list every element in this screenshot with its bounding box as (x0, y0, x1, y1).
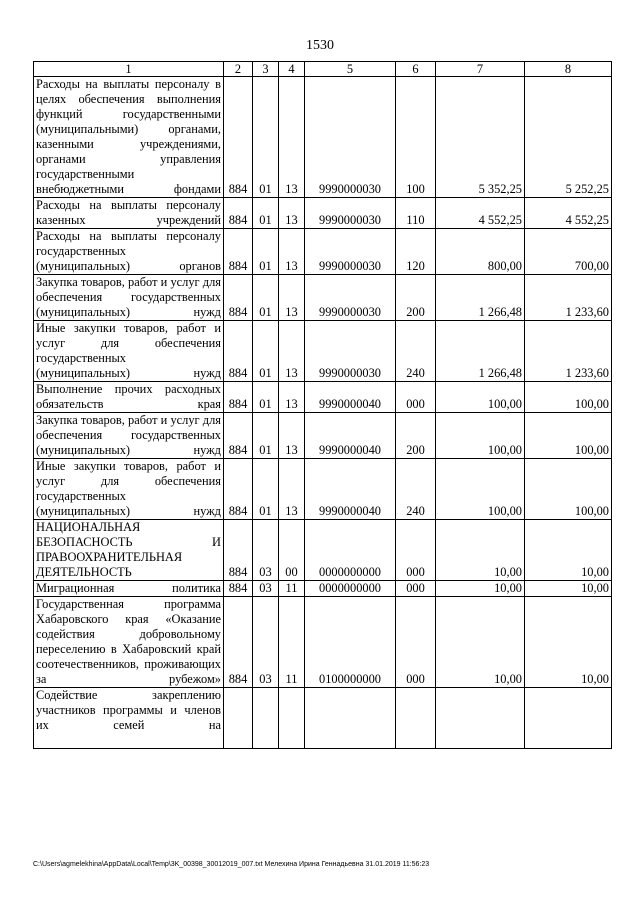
row-value-cell: 11 (279, 581, 305, 597)
row-value-cell: 9990000040 (305, 382, 396, 413)
row-value-cell (305, 688, 396, 749)
row-value-cell: 100,00 (436, 413, 525, 459)
row-value-cell: 01 (253, 198, 279, 229)
table-row (34, 520, 612, 581)
row-value-cell: 100,00 (525, 459, 612, 520)
row-value-cell: 00 (279, 520, 305, 581)
row-value-cell: 200 (396, 275, 436, 321)
table-row (34, 229, 612, 275)
row-value-cell: 01 (253, 275, 279, 321)
row-value-cell: 120 (396, 229, 436, 275)
row-value-cell: 5 352,25 (436, 77, 525, 198)
row-value-cell: 10,00 (436, 597, 525, 688)
row-value-cell: 100,00 (525, 382, 612, 413)
table-row (34, 382, 612, 413)
table-row (34, 581, 612, 597)
row-value-cell: 9990000030 (305, 275, 396, 321)
row-value-cell: 884 (224, 275, 253, 321)
row-value-cell: 884 (224, 581, 253, 597)
column-header: 1 (34, 62, 224, 77)
row-name-cell: Закупка товаров, работ и услуг для обеспечения государственных (муниципальных) нужд (34, 413, 224, 459)
row-value-cell: 9990000040 (305, 413, 396, 459)
row-value-cell: 000 (396, 597, 436, 688)
row-name-cell: Содействие закреплению участников программы и членов их семей на (34, 688, 224, 749)
row-name-cell: Расходы на выплаты персоналу казенных учреждений (34, 198, 224, 229)
column-header: 8 (525, 62, 612, 77)
row-name-cell: Закупка товаров, работ и услуг для обеспечения государственных (муниципальных) нужд (34, 275, 224, 321)
row-value-cell: 4 552,25 (525, 198, 612, 229)
row-value-cell: 884 (224, 413, 253, 459)
row-value-cell: 01 (253, 229, 279, 275)
row-value-cell: 240 (396, 321, 436, 382)
row-value-cell: 700,00 (525, 229, 612, 275)
table-row (34, 597, 612, 688)
table-row (34, 413, 612, 459)
row-value-cell: 10,00 (436, 520, 525, 581)
column-header: 3 (253, 62, 279, 77)
row-value-cell: 10,00 (436, 581, 525, 597)
row-value-cell (396, 688, 436, 749)
row-value-cell: 1 233,60 (525, 275, 612, 321)
row-value-cell (436, 688, 525, 749)
row-value-cell: 13 (279, 198, 305, 229)
row-value-cell: 0000000000 (305, 520, 396, 581)
row-value-cell: 9990000030 (305, 321, 396, 382)
row-value-cell: 0000000000 (305, 581, 396, 597)
row-value-cell (224, 688, 253, 749)
row-value-cell: 800,00 (436, 229, 525, 275)
row-value-cell: 9990000030 (305, 198, 396, 229)
row-name-cell: Иные закупки товаров, работ и услуг для обеспечения государственных (муниципальных) нужд (34, 459, 224, 520)
row-value-cell (253, 688, 279, 749)
row-value-cell: 10,00 (525, 597, 612, 688)
row-name-cell: Расходы на выплаты персоналу государственных (муниципальных) органов (34, 229, 224, 275)
column-header: 2 (224, 62, 253, 77)
row-value-cell: 1 233,60 (525, 321, 612, 382)
row-value-cell: 100 (396, 77, 436, 198)
row-value-cell: 01 (253, 77, 279, 198)
row-value-cell: 100,00 (436, 459, 525, 520)
row-value-cell: 0100000000 (305, 597, 396, 688)
row-name-cell: Государственная программа Хабаровского края «Оказание содействия добровольному переселению в Хабаровский край соотечественников, проживающих за рубежом» (34, 597, 224, 688)
row-value-cell: 884 (224, 597, 253, 688)
budget-table (33, 61, 612, 749)
row-value-cell: 13 (279, 459, 305, 520)
row-value-cell: 01 (253, 459, 279, 520)
row-value-cell: 884 (224, 459, 253, 520)
row-value-cell: 01 (253, 382, 279, 413)
table-row (34, 459, 612, 520)
row-value-cell: 9990000030 (305, 77, 396, 198)
table-row (34, 275, 612, 321)
row-name-cell: Миграционная политика (34, 581, 224, 597)
column-header: 5 (305, 62, 396, 77)
row-value-cell: 1 266,48 (436, 321, 525, 382)
row-value-cell: 5 252,25 (525, 77, 612, 198)
row-value-cell: 884 (224, 229, 253, 275)
column-header: 7 (436, 62, 525, 77)
row-value-cell: 03 (253, 581, 279, 597)
row-value-cell: 03 (253, 597, 279, 688)
page-number: 1530 (306, 38, 334, 53)
row-value-cell: 000 (396, 581, 436, 597)
row-value-cell: 884 (224, 77, 253, 198)
row-value-cell: 884 (224, 321, 253, 382)
row-name-cell: Иные закупки товаров, работ и услуг для обеспечения государственных (муниципальных) нужд (34, 321, 224, 382)
row-value-cell: 1 266,48 (436, 275, 525, 321)
row-name-cell: Выполнение прочих расходных обязательств края (34, 382, 224, 413)
row-value-cell: 10,00 (525, 520, 612, 581)
row-value-cell: 240 (396, 459, 436, 520)
row-value-cell: 13 (279, 275, 305, 321)
row-value-cell: 01 (253, 321, 279, 382)
row-value-cell: 110 (396, 198, 436, 229)
row-value-cell: 10,00 (525, 581, 612, 597)
table-row-partial (34, 688, 612, 749)
table-row (34, 321, 612, 382)
row-value-cell: 13 (279, 321, 305, 382)
row-value-cell: 884 (224, 198, 253, 229)
row-value-cell: 000 (396, 520, 436, 581)
row-value-cell: 13 (279, 382, 305, 413)
row-value-cell: 4 552,25 (436, 198, 525, 229)
row-name-cell: НАЦИОНАЛЬНАЯ БЕЗОПАСНОСТЬ И ПРАВООХРАНИТЕЛЬНАЯ ДЕЯТЕЛЬНОСТЬ (34, 520, 224, 581)
row-value-cell: 000 (396, 382, 436, 413)
row-value-cell: 13 (279, 229, 305, 275)
row-value-cell: 9990000040 (305, 459, 396, 520)
row-value-cell: 11 (279, 597, 305, 688)
row-value-cell: 03 (253, 520, 279, 581)
header-row (34, 62, 612, 77)
row-value-cell: 100,00 (436, 382, 525, 413)
file-path-footer: C:\Users\agmelekhina\AppData\Local\Temp\3K_00398_30012019_007.txt Мелехина Ирина Геннадьевна 31.01.2019 11:56:23 (33, 861, 430, 868)
row-value-cell: 13 (279, 413, 305, 459)
row-value-cell: 13 (279, 77, 305, 198)
column-header: 4 (279, 62, 305, 77)
row-value-cell (279, 688, 305, 749)
row-value-cell: 884 (224, 382, 253, 413)
row-value-cell: 9990000030 (305, 229, 396, 275)
row-name-cell: Расходы на выплаты персоналу в целях обеспечения выполнения функций государственными (муниципальными) органами, казенными учреждениями, органами управления государственными внебюджетными фондами (34, 77, 224, 198)
column-header: 6 (396, 62, 436, 77)
row-value-cell: 884 (224, 520, 253, 581)
table-row (34, 198, 612, 229)
row-value-cell (525, 688, 612, 749)
row-value-cell: 200 (396, 413, 436, 459)
row-value-cell: 100,00 (525, 413, 612, 459)
row-value-cell: 01 (253, 413, 279, 459)
table-row (34, 77, 612, 198)
